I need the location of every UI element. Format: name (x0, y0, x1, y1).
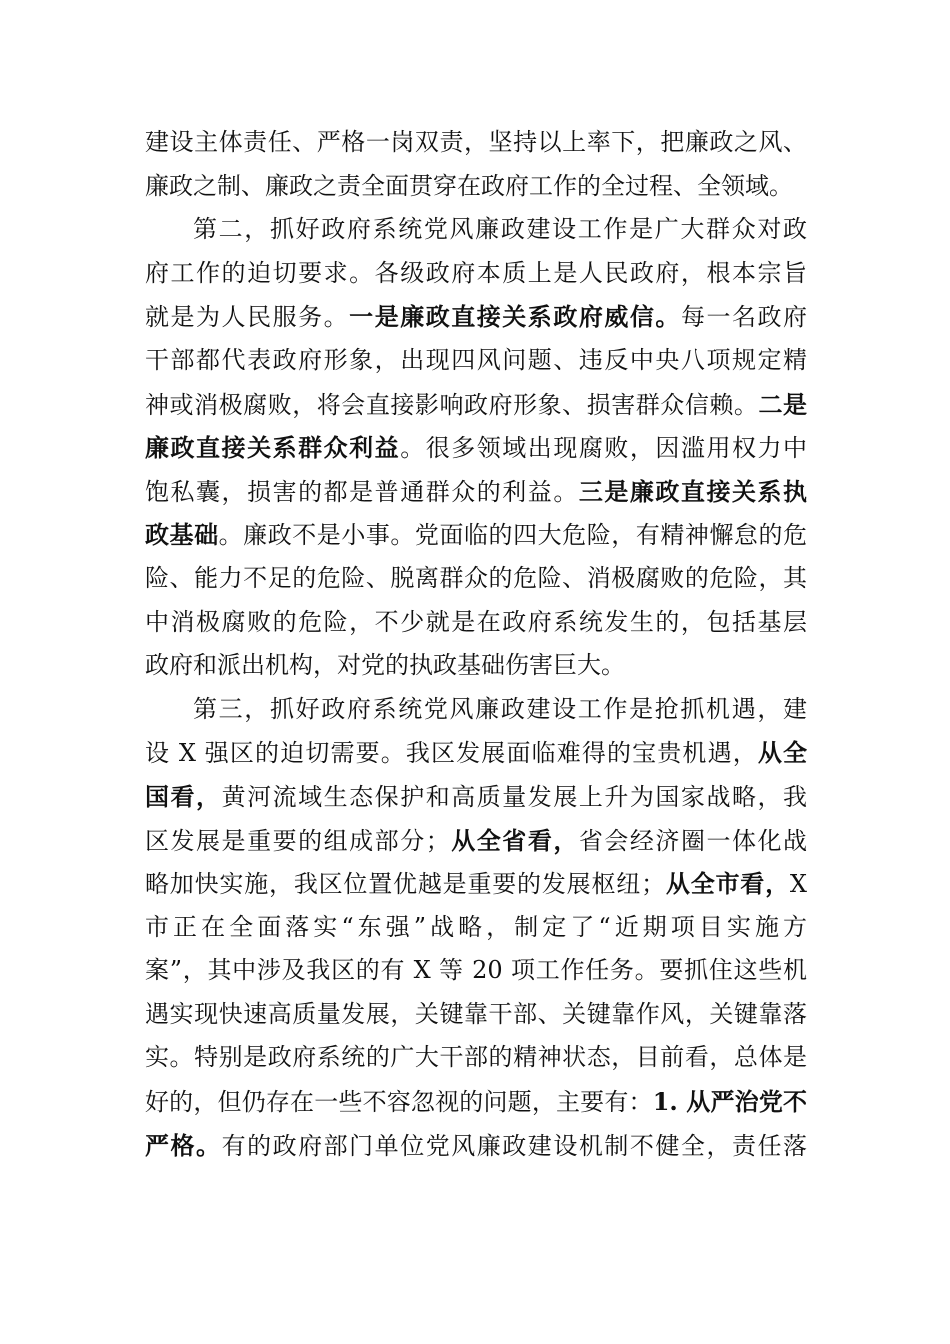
text-span: 第三，抓好政府系统党风廉政建设工作是抢抓机遇，建 (193, 694, 807, 723)
text-line (145, 295, 807, 339)
bold-text: 从全市看， (665, 869, 790, 899)
text-line (145, 208, 807, 252)
text-line (145, 339, 807, 383)
bold-text: 从全 (757, 738, 807, 768)
text-line (145, 906, 807, 950)
text-line (145, 731, 807, 775)
text-line (145, 470, 807, 514)
bold-text: 二是 (758, 389, 808, 419)
text-line (145, 644, 807, 688)
text-span: X (789, 870, 808, 899)
bold-text: 三是廉政直接关系执 (578, 476, 808, 506)
text-span: 干部都代表政府形象，出现四风问题、违反中央八项规定精 (145, 345, 807, 374)
text-span: 政府和派出机构，对党的执政基础伤害巨大。 (145, 651, 625, 680)
text-span: 每一名政府 (680, 303, 808, 332)
text-line (145, 426, 807, 470)
text-line (145, 949, 807, 993)
text-span: 神或消极腐败，将会直接影响政府形象、损害群众信赖。 (145, 390, 759, 419)
text-line (145, 252, 807, 296)
text-span: 略加快实施，我区位置优越是重要的发展枢纽； (145, 870, 666, 899)
text-line (145, 557, 807, 601)
text-span: 府工作的迫切要求。各级政府本质上是人民政府，根本宗旨 (145, 258, 807, 287)
text-span: 饱私囊，损害的都是普通群众的利益。 (145, 477, 579, 506)
bold-text: 国看， (145, 781, 222, 811)
text-line (145, 775, 807, 819)
text-span: 廉政之制、廉政之责全面贯穿在政府工作的全过程、全领域。 (145, 171, 793, 200)
text-line (145, 1036, 807, 1080)
text-span: 中消极腐败的危险，不少就是在政府系统发生的，包括基层 (145, 607, 807, 636)
bold-text: 严格。 (145, 1130, 222, 1160)
text-span: 第二，抓好政府系统党风廉政建设工作是广大群众对政 (193, 215, 807, 244)
text-line (145, 121, 807, 165)
text-span: 案”，其中涉及我区的有 X 等 20 项工作任务。要抓住这些机 (145, 956, 807, 985)
text-span: 。很多领域出现腐败，因滥用权力中 (400, 434, 808, 463)
text-span: 实。特别是政府系统的广大干部的精神状态，目前看，总体是 (145, 1043, 807, 1072)
text-span: 市正在全面落实“东强”战略，制定了“近期项目实施方 (145, 912, 807, 941)
bold-text: 一是廉政直接关系政府威信。 (349, 302, 681, 332)
text-line (145, 1080, 807, 1124)
text-span: 就是为人民服务。 (145, 303, 350, 332)
bold-text: 廉政直接关系群众利益 (145, 433, 401, 463)
text-line (145, 1124, 807, 1168)
text-span: 。廉政不是小事。党面临的四大危险，有精神懈怠的危 (218, 521, 808, 550)
text-span: 省会经济圈一体化战 (578, 826, 808, 855)
text-span: 有的政府部门单位党风廉政建设机制不健全，责任落 (221, 1131, 808, 1160)
text-line (145, 688, 807, 732)
body-text (145, 121, 807, 1167)
text-line (145, 601, 807, 645)
text-span: 设 X 强区的迫切需要。我区发展面临难得的宝贵机遇， (145, 739, 758, 768)
text-span: 险、能力不足的危险、脱离群众的危险、消极腐败的危险，其 (145, 563, 807, 592)
text-line (145, 819, 807, 863)
bold-text: 政基础 (145, 520, 219, 550)
text-line (145, 165, 807, 209)
bold-text: 从全省看， (449, 825, 579, 855)
text-span: 黄河流域生态保护和高质量发展上升为国家战略，我 (221, 782, 808, 811)
text-span: 遇实现快速高质量发展，关键靠干部、关键靠作风，关键靠落 (145, 999, 807, 1028)
text-span: 建设主体责任、严格一岗双责，坚持以上率下，把廉政之风、 (145, 128, 807, 156)
text-line (145, 993, 807, 1037)
text-span: 区发展是重要的组成部分； (145, 826, 450, 855)
bold-text: 1. 从严治党不 (652, 1087, 807, 1117)
text-span: 好的，但仍存在一些不容忽视的问题，主要有： (145, 1088, 653, 1117)
text-line (145, 513, 807, 557)
text-line (145, 383, 807, 427)
text-line (145, 862, 807, 906)
